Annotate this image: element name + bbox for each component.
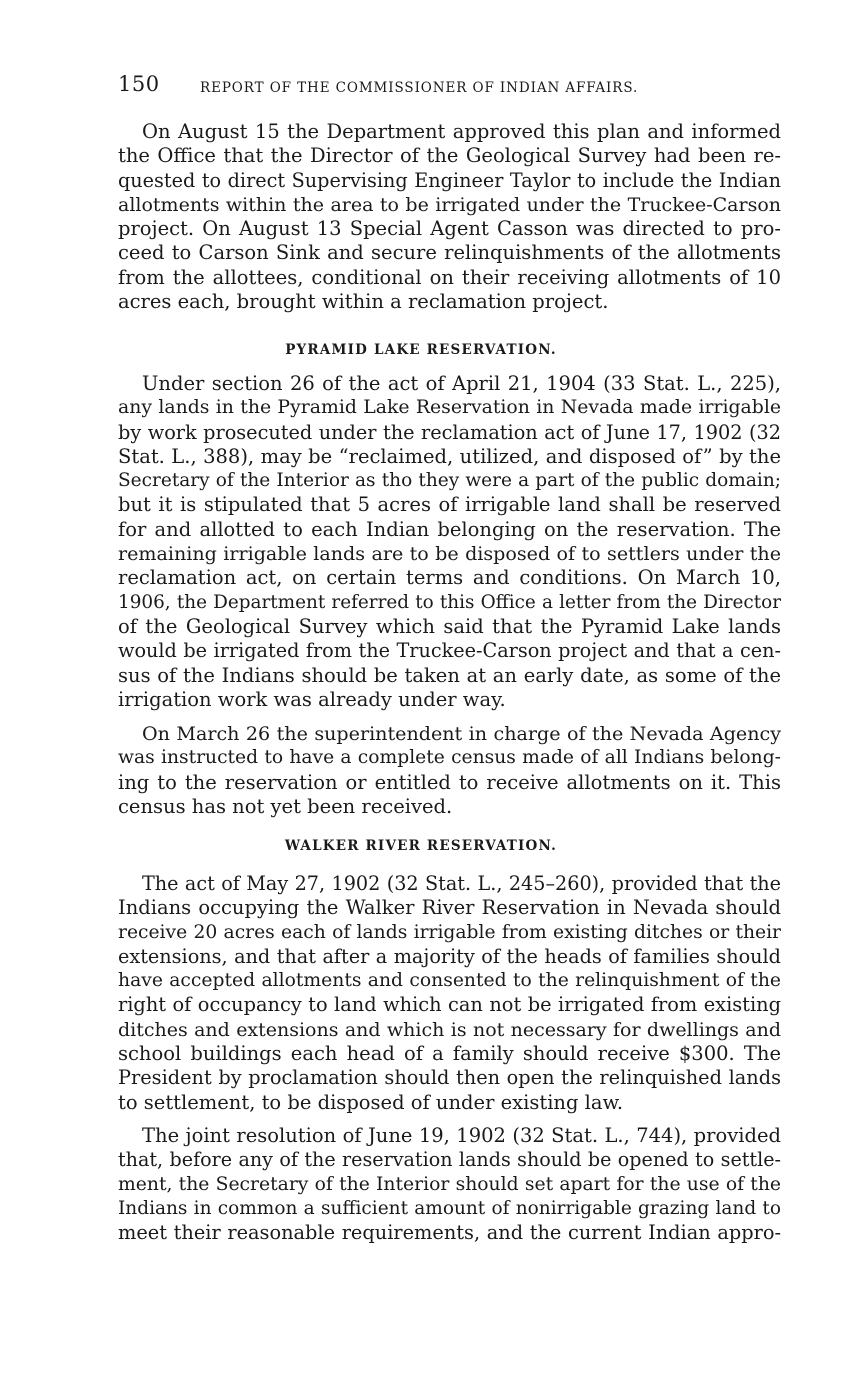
text-line: The act of May 27, 1902 (32 Stat. L., 245–260), provided that the <box>142 872 781 895</box>
text-line: that, before any of the reservation lands should be opened to settle- <box>118 1148 781 1172</box>
text-line: to settlement, to be disposed of under existing law. <box>118 1090 624 1114</box>
text-line: for and allotted to each Indian belonging on the reservation. The <box>118 517 781 541</box>
text-line: On March 26 the superintendent in charge of the Nevada Agency <box>142 722 781 745</box>
paragraph-august-plan <box>118 120 781 314</box>
running-title: REPORT OF THE COMMISSIONER OF INDIAN AFFAIRS. <box>200 80 639 96</box>
text-line: school buildings each head of a family should receive $300. The <box>118 1042 781 1066</box>
text-line: On August 15 the Department approved this plan and informed <box>142 120 781 143</box>
section-heading-walker-river: WALKER RIVER RESERVATION. <box>284 838 558 854</box>
text-line: would be irrigated from the Truckee-Carson project and that a cen- <box>118 639 781 663</box>
text-line: acres each, brought within a reclamation project. <box>118 290 609 314</box>
text-line: allotments within the area to be irrigated under the Truckee-Carson <box>118 193 781 216</box>
text-line: census has not yet been received. <box>118 794 453 818</box>
text-line: Stat. L., 388), may be “reclaimed, utilized, and disposed of” by the <box>118 444 781 468</box>
text-line: ditches and extensions and which is not necessary for dwellings and <box>118 1018 781 1041</box>
text-line: remaining irrigable lands are to be disposed of to settlers under the <box>118 543 781 566</box>
text-line: irrigation work was already under way. <box>118 687 506 711</box>
text-line: reclamation act, on certain terms and conditions. On March 10, <box>118 566 781 590</box>
text-line: sus of the Indians should be taken at an early date, as some of the <box>118 663 781 687</box>
text-line: the Office that the Director of the Geological Survey had been re- <box>118 144 781 168</box>
text-line: meet their reasonable requirements, and the current Indian appro- <box>118 1221 781 1245</box>
text-line: receive 20 acres each of lands irrigable from existing ditches or their <box>118 921 781 943</box>
text-line: ing to the reservation or entitled to receive allotments on it. This <box>118 770 781 794</box>
text-line: quested to direct Supervising Engineer Taylor to include the Indian <box>118 168 781 192</box>
text-line: but it is stipulated that 5 acres of irrigable land shall be reserved <box>118 493 781 517</box>
text-line: ceed to Carson Sink and secure relinquishments of the allotments <box>118 241 781 265</box>
text-line: was instructed to have a complete census made of all Indians belong- <box>118 747 781 769</box>
text-line: of the Geological Survey which said that the Pyramid Lake lands <box>118 614 781 638</box>
text-line: by work prosecuted under the reclamation act of June 17, 1902 (32 <box>118 420 781 444</box>
text-line: 1906, the Department referred to this Office a letter from the Director <box>118 591 781 613</box>
text-line: from the allottees, conditional on their receiving allotments of 10 <box>118 265 781 289</box>
paragraph-pyramid-lake-census <box>118 722 781 819</box>
paragraph-walker-river-resolution <box>118 1124 781 1245</box>
paragraph-walker-river-act <box>118 872 781 1115</box>
text-line: Indians in common a sufficient amount of nonirrigable grazing land to <box>118 1197 781 1219</box>
text-line: President by proclamation should then open the relinquished lands <box>118 1066 781 1090</box>
text-line: right of occupancy to land which can not be irrigated from existing <box>118 993 781 1017</box>
text-line: The joint resolution of June 19, 1902 (32 Stat. L., 744), provided <box>142 1124 781 1147</box>
section-heading-pyramid-lake: PYRAMID LAKE RESERVATION. <box>285 342 557 358</box>
text-line: Indians occupying the Walker River Reservation in Nevada should <box>118 896 781 920</box>
text-line: any lands in the Pyramid Lake Reservation in Nevada made irrigable <box>118 397 781 419</box>
text-line: project. On August 13 Special Agent Casson was directed to pro- <box>118 217 781 241</box>
paragraph-pyramid-lake-act <box>118 372 781 712</box>
text-line: have accepted allotments and consented to the relinquishment of the <box>118 970 781 992</box>
page-number: 150 <box>118 72 160 96</box>
text-line: Under section 26 of the act of April 21, 1904 (33 Stat. L., 225), <box>142 372 781 395</box>
text-line: extensions, and that after a majority of the heads of families should <box>118 944 781 968</box>
text-line: ment, the Secretary of the Interior should set apart for the use of the <box>118 1173 781 1195</box>
text-line: Secretary of the Interior as tho they were a part of the public domain; <box>118 470 781 492</box>
running-head <box>118 72 708 100</box>
